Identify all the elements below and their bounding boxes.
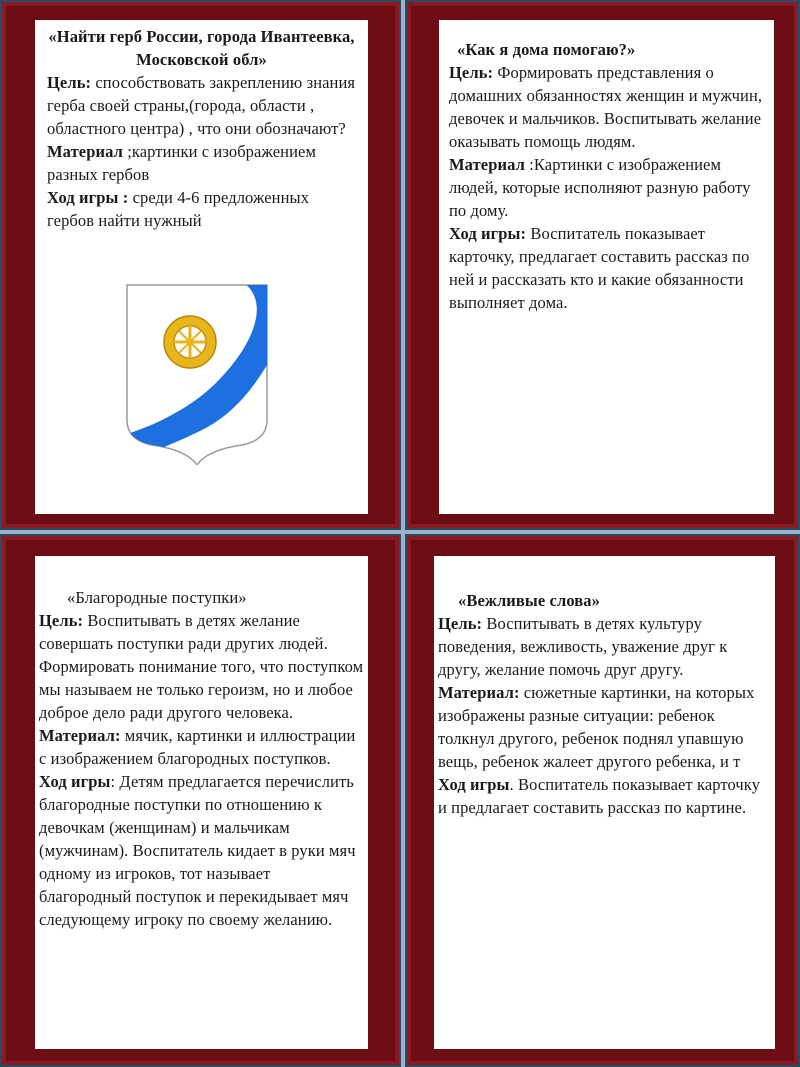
card-goal bbox=[47, 71, 356, 140]
goal-text: способствовать закреплению знания герба своей страны,(города, области , областного центра) , что они обозначают? bbox=[47, 73, 356, 138]
material-label: Материал: bbox=[438, 683, 520, 702]
card-game bbox=[438, 773, 771, 819]
card-title: «Благородные поступки» bbox=[67, 588, 247, 607]
game-text: : Детям предлагается перечислить благородные поступки по отношению к девочкам (женщинам) и мальчикам (мужчинам). Воспитатель кидает в руки мяч одному из игроков, тот называет благородный поступок и перекидывает мяч следующему игроку по своему желанию. bbox=[39, 772, 356, 929]
goal-label: Цель: bbox=[39, 611, 84, 630]
goal-label: Цель: bbox=[47, 73, 92, 92]
card-noble-deeds bbox=[0, 534, 401, 1067]
card-title: «Найти герб России, города Ивантеевка, Московской обл» bbox=[48, 27, 355, 69]
card-content bbox=[434, 556, 775, 1049]
card-game bbox=[47, 186, 356, 232]
goal-text: Воспитывать в детях культуру поведения, вежливость, уважение друг к другу, желание помочь друг другу. bbox=[438, 614, 728, 679]
material-text: мячик, картинки и иллюстрации с изображением благородных поступков. bbox=[39, 726, 356, 768]
card-content bbox=[35, 556, 368, 1049]
card-material bbox=[39, 724, 366, 770]
goal-label: Цель: bbox=[438, 614, 483, 633]
material-label: Материал bbox=[47, 142, 123, 161]
card-content bbox=[439, 20, 774, 514]
material-label: Материал bbox=[449, 155, 525, 174]
card-material bbox=[47, 140, 356, 186]
game-text: . Воспитатель показывает карточку и предлагает составить рассказ по картине. bbox=[438, 775, 761, 817]
card-material bbox=[449, 153, 770, 222]
card-material bbox=[438, 681, 771, 773]
game-label: Ход игры bbox=[438, 775, 510, 794]
material-label: Материал: bbox=[39, 726, 121, 745]
game-text: Воспитатель показывает карточку, предлагает составить рассказ по ней и рассказать кто и какие обязанности выполняет дома. bbox=[449, 224, 750, 312]
game-label: Ход игры : bbox=[47, 188, 129, 207]
card-goal bbox=[449, 61, 770, 153]
card-polite-words bbox=[405, 534, 800, 1067]
goal-label: Цель: bbox=[449, 63, 494, 82]
card-game bbox=[449, 222, 770, 314]
card-game bbox=[39, 770, 366, 931]
card-title: «Вежливые слова» bbox=[458, 591, 600, 610]
water-wheel-icon bbox=[164, 316, 216, 368]
material-text: сюжетные картинки, на которых изображены разные ситуации: ребенок толкнул другого, ребенок поднял упавшую вещь, ребенок жалеет другого ребенка, и т bbox=[438, 683, 755, 771]
card-goal bbox=[39, 609, 366, 724]
card-find-coat-of-arms bbox=[0, 0, 401, 530]
game-text: среди 4-6 предложенных гербов найти нужный bbox=[47, 188, 310, 230]
card-home-help bbox=[405, 0, 800, 530]
game-label: Ход игры: bbox=[449, 224, 527, 243]
game-label: Ход игры bbox=[39, 772, 111, 791]
material-text: ;картинки с изображением разных гербов bbox=[47, 142, 316, 184]
ivanteevka-coat-of-arms-icon bbox=[122, 280, 272, 465]
goal-text: Воспитывать в детях желание совершать поступки ради других людей. Формировать понимание того, что поступком мы называем не только героизм, но и любое доброе дело ради другого человека. bbox=[39, 611, 364, 722]
goal-text: Формировать представления о домашних обязанностях женщин и мужчин, девочек и мальчиков. Воспитывать желание оказывать помощь людям. bbox=[449, 63, 763, 151]
card-goal bbox=[438, 612, 771, 681]
material-text: :Картинки с изображением людей, которые исполняют разную работу по дому. bbox=[449, 155, 751, 220]
card-title: «Как я дома помогаю?» bbox=[457, 40, 636, 59]
